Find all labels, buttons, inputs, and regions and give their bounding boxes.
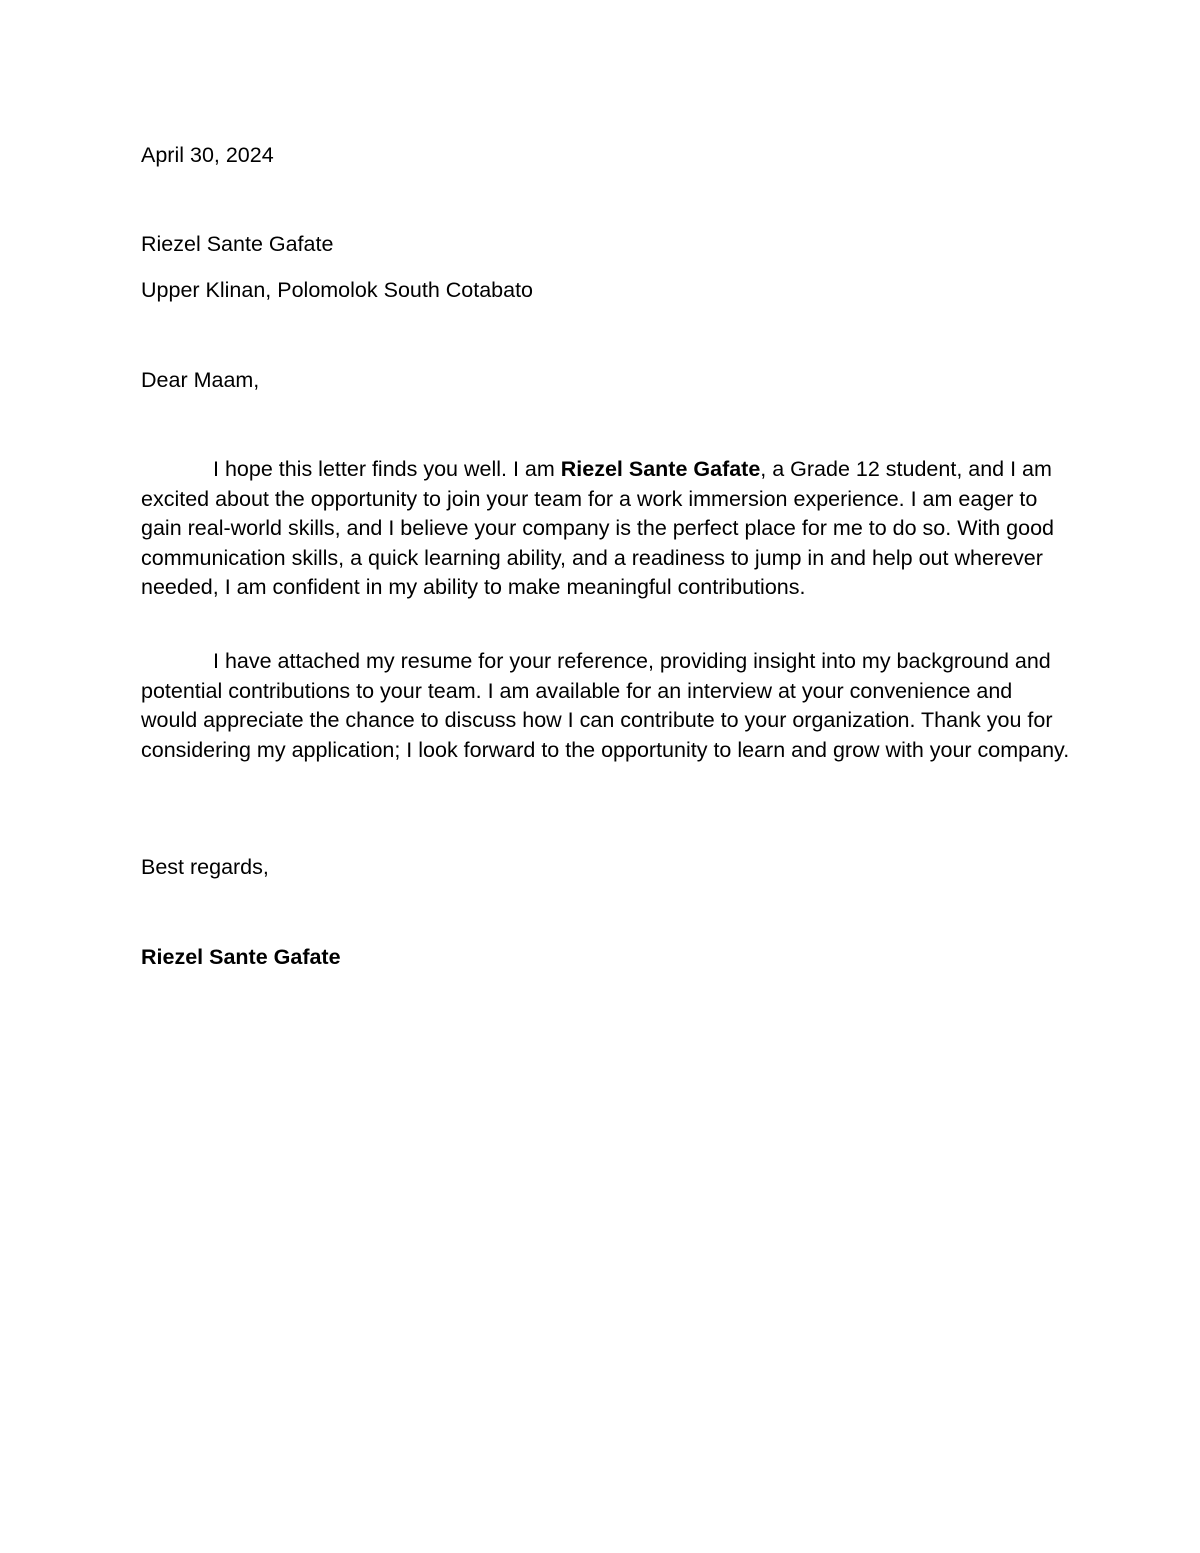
paragraph-1-intro: I hope this letter finds you well. I am bbox=[213, 457, 561, 481]
paragraph-1-rest: , a Grade 12 student, and I am excited about the opportunity to join your team for a work immersion experience. I am eager to gain real-world skills, and I believe your company is the perfect place for me to do so. With good communication skills, a quick learning ability, and a readiness to jump in and help out wherever needed, I am confident in my ability to make meaningful contributions. bbox=[141, 457, 1055, 599]
signature-name: Riezel Sante Gafate bbox=[141, 945, 341, 969]
salutation: Dear Maam, bbox=[141, 368, 260, 392]
body-paragraph-1 bbox=[141, 455, 1071, 603]
sender-name: Riezel Sante Gafate bbox=[141, 232, 334, 256]
paragraph-1-name: Riezel Sante Gafate bbox=[560, 457, 761, 481]
sender-address: Upper Klinan, Polomolok South Cotabato bbox=[141, 278, 534, 302]
closing: Best regards, bbox=[141, 855, 269, 879]
body-paragraph-2: I have attached my resume for your reference, providing insight into my background and potential contributions to your team. I am available for an interview at your convenience and would appreciate the chance to discuss how I can contribute to your organization. Thank you for considering my application; I look forward to the opportunity to learn and grow with your company. bbox=[141, 649, 1070, 762]
letter-date: April 30, 2024 bbox=[141, 143, 274, 167]
